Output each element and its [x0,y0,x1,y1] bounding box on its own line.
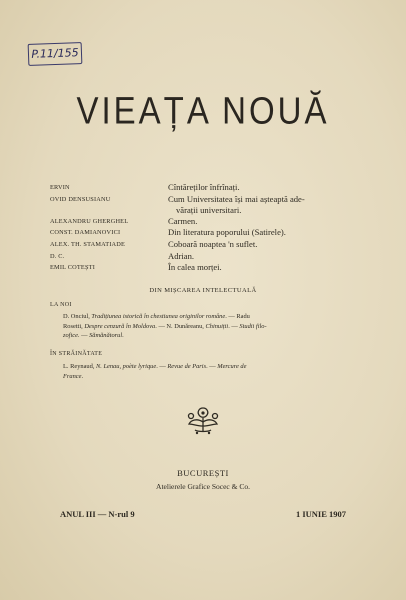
home-entry [63,312,363,341]
toc-author: OVID DENSUSIANU [50,195,111,203]
entry-text: . [81,372,84,380]
entry-title: Studii filo- [239,322,267,330]
home-entry-line [63,322,363,332]
subsection-label-abroad: ÎN STRĂINĂTATE [50,351,103,357]
toc-author: EMIL COTEȘTI [50,264,96,272]
issue-number: ANUL III — N-rul 9 [60,509,135,519]
toc-row [50,182,370,194]
section-heading: DIN MIȘCAREA INTELECTUALĂ [149,287,257,294]
toc-author: CONST. DAMIANOVICI [50,229,121,237]
journal-title: VIEAȚA NOUĂ [76,89,330,132]
entry-title: N. Lenau, poète lyrique [96,363,157,370]
toc-work: Adrian. [168,250,195,261]
toc-work: Coboară noaptea 'n suflet. [168,238,258,249]
table-of-contents [50,182,370,274]
entry-title: France [63,372,82,380]
entry-text: Rosetti, [63,322,85,330]
entry-text: . — Radu [225,313,250,320]
entry-title: Despre cenzură în Moldova [84,322,156,330]
entry-text: . [122,332,124,339]
entry-text: . — N. Dunăreanu, [155,322,206,330]
toc-author: D. C. [50,252,65,260]
entry-title: Tradițiunea istorică în chestiunea originilor române [91,313,226,320]
toc-author: ALEX. TH. STAMATIADE [50,240,126,248]
toc-row [50,262,370,274]
toc-work: vărații universitari. [176,205,242,216]
abroad-entry-line [63,372,363,382]
entry-text: L. Reynaud, [63,363,97,370]
toc-author: ERVIN [50,184,70,191]
entry-text: D. Onciul, [63,313,92,320]
entry-text: . — [77,332,90,339]
publication-city: BUCUREȘTI [177,468,229,478]
entry-text: . — [228,322,240,330]
entry-title: Sămănătorul [89,332,123,339]
abroad-entry [63,362,363,381]
toc-work: În calea morței. [168,262,222,273]
entry-text: . — [206,363,218,370]
toc-work: Cîntăreților înfrînați. [168,182,240,192]
home-entry-line [63,312,363,322]
entry-title: Chinuiții [205,322,229,330]
toc-author: ALEXANDRU GHERGHEL [50,217,129,225]
floral-ornament-icon [183,404,223,436]
toc-row [50,227,370,239]
abroad-entry-line [63,362,363,372]
toc-row [50,216,370,228]
printer-name: Atelierele Grafice Socec & Co. [156,482,250,491]
toc-work: Din literatura poporului (Satirele). [168,227,286,238]
toc-row [50,251,370,263]
library-shelfmark-stamp: P.11/155 [28,42,83,66]
toc-work: Cum Universitatea își mai așteaptă ade- [168,193,305,204]
toc-row [50,239,370,251]
toc-row [50,194,370,206]
home-entry-line [63,331,363,341]
entry-title: Mercure de [217,363,247,370]
entry-title: zofice [63,332,78,339]
toc-row [50,205,370,216]
issue-date: 1 IUNIE 1907 [295,509,346,519]
toc-author [50,205,168,216]
entry-title: Revue de Paris [167,363,207,370]
entry-text: . — [156,363,168,370]
subsection-label-home: LA NOI [50,302,72,308]
toc-work: Carmen. [168,215,198,226]
